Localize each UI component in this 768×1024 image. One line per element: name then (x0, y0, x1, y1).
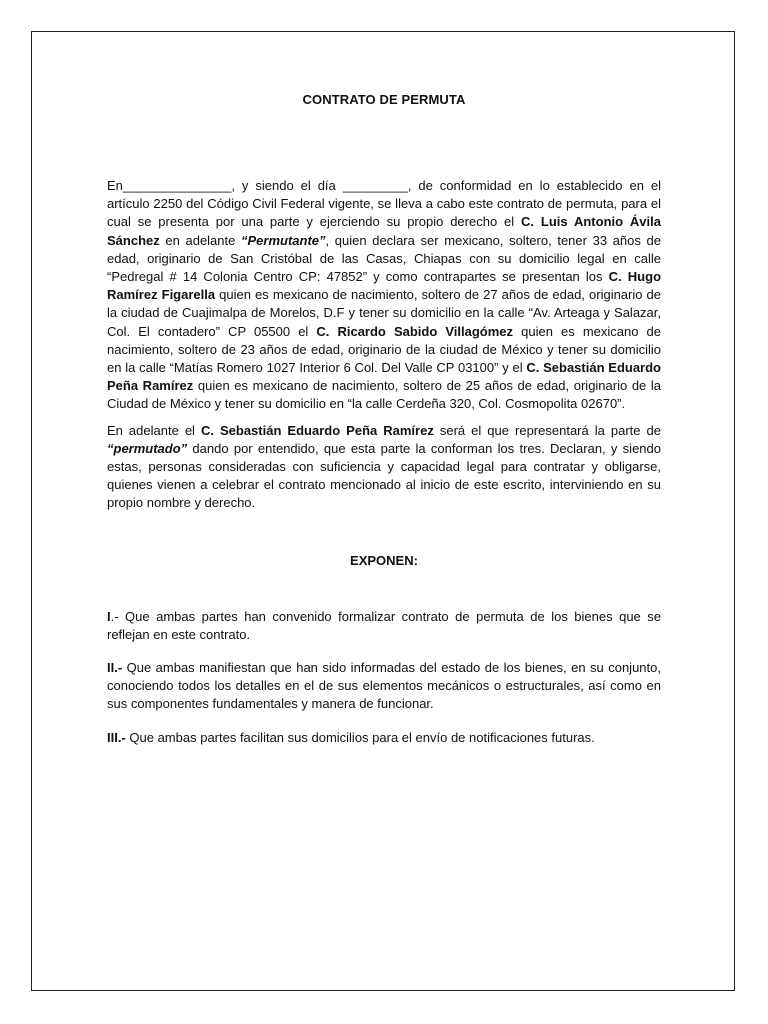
exponen-heading: EXPONEN: (350, 552, 418, 568)
text-segment: En_______________, y siendo el día _________, de conformidad en lo establecido en el artículo 2250 del Código Civil Federal vigente, se lleva a cabo este contrato de permuta, para el cual se presenta por una parte y ejerciendo su propio derecho el (107, 178, 661, 230)
clause-number: I (107, 608, 111, 624)
clause-text: .- Que ambas partes han convenido formalizar contrato de permuta de los bienes que se reflejan en este contrato. (107, 608, 661, 642)
text-segment: quien es mexicano de nacimiento, soltero de 23 años de edad, originario de la ciudad de México y tener su domicilio en la calle “Matías Romero 1027 Interior 6 Col. Del Valle CP 03100” y el (107, 323, 661, 376)
party-name-hugo: C. Hugo Ramírez Figarella (107, 269, 662, 303)
text-segment: será el que representará la parte de (433, 422, 662, 438)
clause-1 (107, 608, 661, 644)
text-segment: En adelante el (107, 422, 201, 438)
clause-text: Que ambas manifiestan que han sido informadas del estado de los bienes, en su conjunto, conociendo todos los detalles en el de sus elementos mecánicos o estructurales, así como en sus componentes fundamentales y manera de funcionar. (107, 660, 661, 712)
text-segment: quien es mexicano de nacimiento, soltero de 25 años de edad, originario de la Ciudad de México y tener su domicilio en “la calle Cerdeña 320, Col. Cosmopolita 02670”. (107, 378, 662, 412)
document-body (107, 92, 661, 747)
party-name-sebastian: C. Sebastián Eduardo Peña Ramírez (107, 360, 661, 394)
paragraph-representative (107, 422, 661, 513)
text-segment: quien es mexicano de nacimiento, soltero de 27 años de edad, originario de la ciudad de Cuajimalpa de Morelos, D.F y tener su domicilio en la calle “Av. Arteaga y Salazar, Col. El contadero” CP 05500 el (107, 287, 662, 339)
clause-number: III.- (107, 729, 126, 745)
text-segment: dando por entendido, que esta parte la conforman los tres. Declaran, y siendo estas, personas consideradas con suficiencia y capacidad legal para contratar y obligarse, quienes vienen a celebrar el contrato mencionado al inicio de este escrito, interviniendo en su propio nombre y derecho. (107, 440, 661, 511)
role-permutado: “permutado” (107, 440, 188, 456)
representative-name: C. Sebastián Eduardo Peña Ramírez (200, 422, 434, 438)
text-segment: , quien declara ser mexicano, soltero, tener 33 años de edad, originario de San Cristóbal de las Casas, Chiapas con su domicilio legal en calle “Pedregal # 14 Colonia Centro CP: 47852” y como contrapartes se presentan los (107, 232, 661, 285)
paragraph-parties (107, 177, 661, 414)
party-name-luis: C. Luis Antonio Ávila Sánchez (107, 214, 661, 248)
clause-text: Que ambas partes facilitan sus domicilios para el envío de notificaciones futuras. (125, 729, 595, 745)
clause-3 (107, 729, 661, 747)
party-name-ricardo: C. Ricardo Sabido Villagómez (316, 323, 514, 339)
clause-number: II.- (107, 660, 123, 676)
role-permutante: “Permutante” (241, 232, 326, 248)
clause-2 (107, 659, 661, 714)
text-segment: en adelante (159, 232, 241, 248)
document-title: CONTRATO DE PERMUTA (302, 92, 466, 107)
